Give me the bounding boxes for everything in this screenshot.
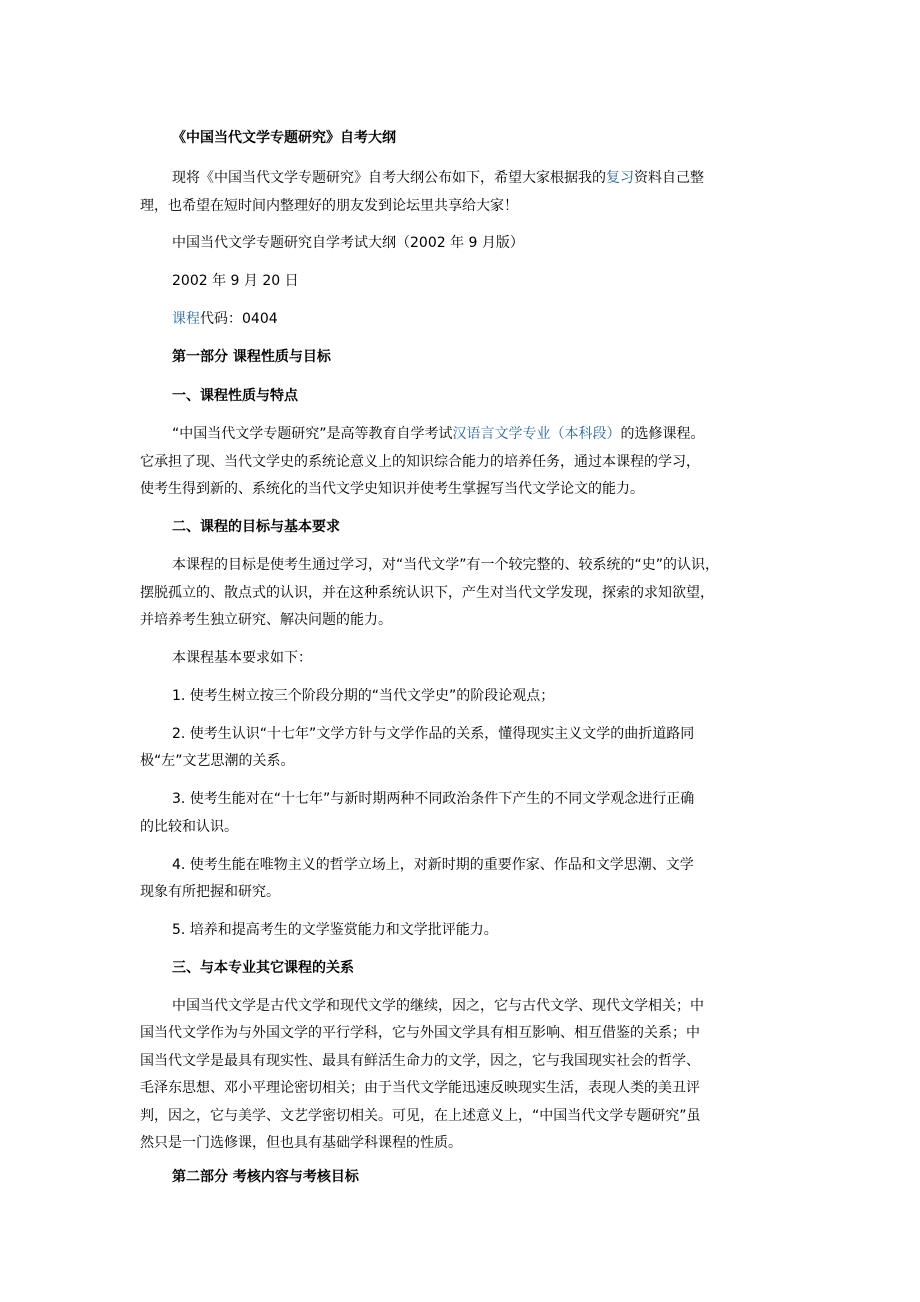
s3-line-4: 毛泽东思想、邓小平理论密切相关；由于当代文学能迅速反映现实生活，表现人类的美丑评 bbox=[140, 1080, 700, 1096]
course-code bbox=[172, 309, 278, 329]
s2-p1-line-2: 摆脱孤立的、散点式的认识，并在这种系统认识下，产生对当代文学发现，探索的求知欲望， bbox=[140, 585, 714, 601]
s1-text-a: “中国当代文学专题研究”是高等教育自学考试 bbox=[172, 426, 453, 442]
course-link[interactable]: 课程 bbox=[172, 311, 200, 327]
s1-heading: 一、课程性质与特点 bbox=[172, 388, 298, 404]
intro-text-a: 现将《中国当代文学专题研究》自考大纲公布如下，希望大家根据我的 bbox=[172, 170, 606, 186]
s3-line-6: 然只是一门选修课，但也具有基础学科课程的性质。 bbox=[140, 1135, 462, 1151]
s3-line-2: 国当代文学作为与外国文学的平行学科，它与外国文学具有相互影响、相互借鉴的关系；中 bbox=[140, 1025, 700, 1041]
s1-line-3: 使考生得到新的、系统化的当代文学史知识并使考生掌握写当代文学论文的能力。 bbox=[140, 481, 644, 497]
intro-line-2: 理，也希望在短时间内整理好的朋友发到论坛里共享给大家！ bbox=[140, 198, 518, 214]
major-link[interactable]: 汉语言文学专业（本科段） bbox=[452, 426, 621, 442]
course-code-text: 代码：0404 bbox=[200, 311, 278, 327]
s2-req-2-line-2: 极“左”文艺思潮的关系。 bbox=[140, 753, 295, 769]
part2-heading: 第二部分 考核内容与考核目标 bbox=[172, 1169, 359, 1185]
s3-line-5: 判，因之，它与美学、文艺学密切相关。可见，在上述意义上，“中国当代文学专题研究”虽 bbox=[140, 1108, 701, 1124]
s1-line-1 bbox=[172, 424, 705, 444]
s2-req-3-line-2: 的比较和认识。 bbox=[140, 819, 238, 835]
s2-p1-line-3: 并培养考生独立研究、解决问题的能力。 bbox=[140, 612, 392, 628]
intro-text-b: 资料自己整 bbox=[634, 170, 704, 186]
s3-line-1: 中国当代文学是古代文学和现代文学的继续，因之，它与古代文学、现代文学相关；中 bbox=[172, 998, 704, 1014]
s1-text-b: 的选修课程。 bbox=[620, 426, 705, 442]
s2-req-1: 1. 使考生树立按三个阶段分期的“当代文学史”的阶段论观点； bbox=[172, 688, 555, 704]
s3-line-3: 国当代文学是最具有现实性、最具有鲜活生命力的文学，因之，它与我国现实社会的哲学、 bbox=[140, 1053, 700, 1069]
s2-req-4-line-1: 4. 使考生能在唯物主义的哲学立场上，对新时期的重要作家、作品和文学思潮、文学 bbox=[172, 857, 694, 873]
doc-title: 《中国当代文学专题研究》自考大纲 bbox=[172, 130, 396, 146]
doc-date: 2002 年 9 月 20 日 bbox=[172, 273, 299, 289]
part1-heading: 第一部分 课程性质与目标 bbox=[172, 349, 331, 365]
s2-p1-line-1: 本课程的目标是使考生通过学习，对“当代文学”有一个较完整的、较系统的“史”的认识， bbox=[172, 557, 720, 573]
s3-heading: 三、与本专业其它课程的关系 bbox=[172, 960, 354, 976]
s2-req-3-line-1: 3. 使考生能对在“十七年”与新时期两种不同政治条件下产生的不同文学观念进行正确 bbox=[172, 791, 695, 807]
s1-line-2: 它承担了现、当代文学史的系统论意义上的知识综合能力的培养任务，通过本课程的学习， bbox=[140, 454, 700, 470]
s2-req-2-line-1: 2. 使考生认识“十七年”文学方针与文学作品的关系，懂得现实主义文学的曲折道路同 bbox=[172, 726, 695, 742]
doc-subtitle: 中国当代文学专题研究自学考试大纲（2002 年 9 月版） bbox=[172, 235, 524, 251]
s2-req-5: 5. 培养和提高考生的文学鉴赏能力和文学批评能力。 bbox=[172, 922, 498, 938]
intro-line-1 bbox=[172, 168, 704, 188]
s2-heading: 二、课程的目标与基本要求 bbox=[172, 519, 340, 535]
review-link[interactable]: 复习 bbox=[606, 170, 634, 186]
s2-req-4-line-2: 现象有所把握和研究。 bbox=[140, 884, 280, 900]
s2-req-intro: 本课程基本要求如下： bbox=[172, 650, 312, 666]
